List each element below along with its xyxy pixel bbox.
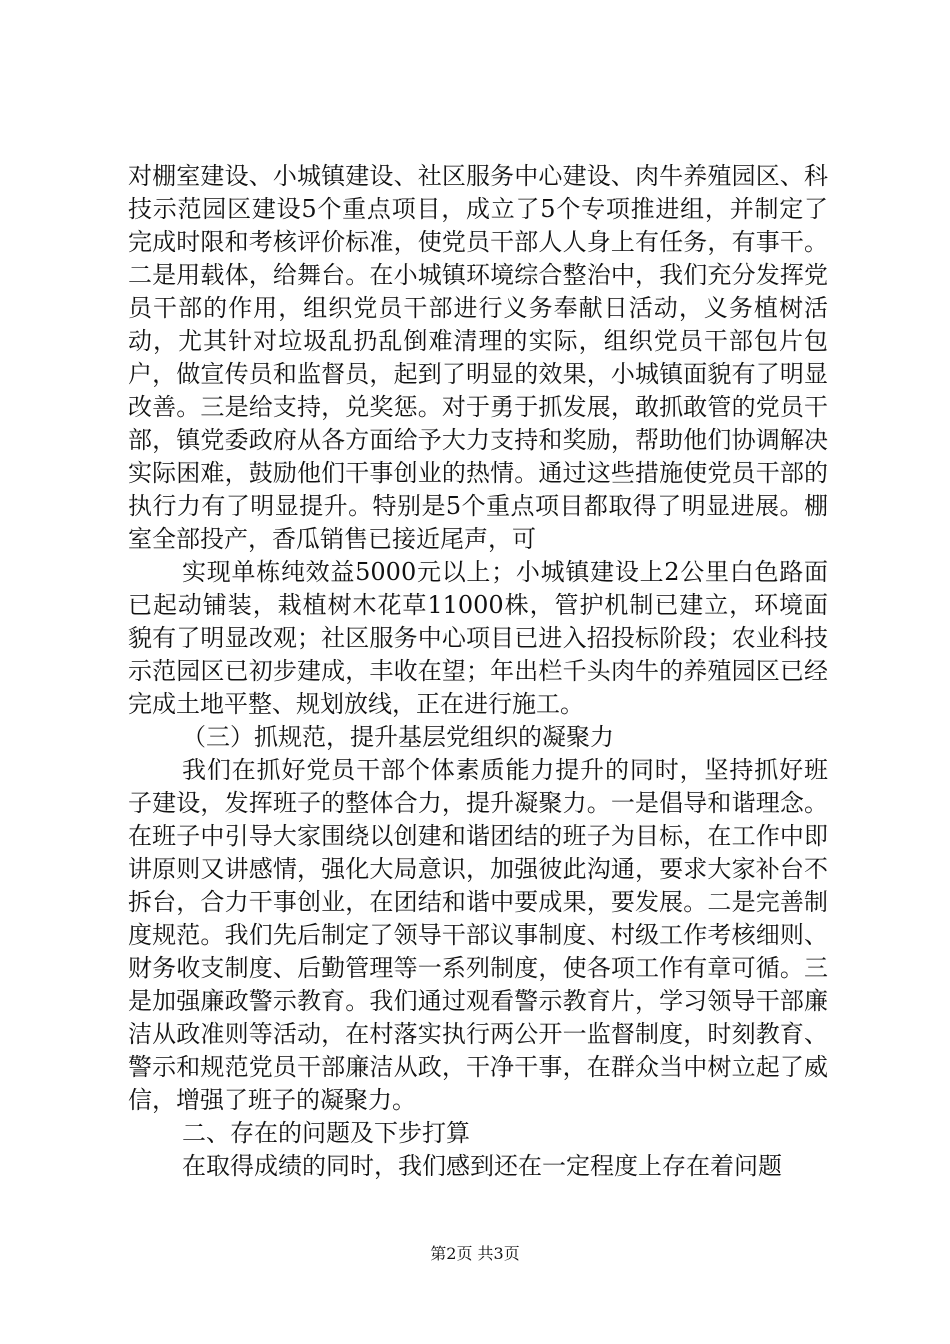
paragraph-problems-intro: 在取得成绩的同时，我们感到还在一定程度上存在着问题: [182, 1152, 782, 1180]
section-heading-problems: 二、存在的问题及下步打算: [182, 1119, 470, 1147]
section-heading-standards: （三）抓规范，提升基层党组织的凝聚力: [182, 723, 614, 751]
paragraph-team-building: 我们在抓好党员干部个体素质能力提升的同时，坚持抓好班子建设，发挥班子的整体合力，提升凝聚力。一是倡导和谐理念。在班子中引导大家围绕以创建和谐团结的班子为目标，在工作中即讲原则又讲感情，强化大局意识，加强彼此沟通，要求大家补台不拆台，合力干事创业，在团结和谐中要成果，要发展。二是完善制度规范。我们先后制定了领导干部议事制度、村级工作考核细则、财务收支制度、后勤管理等一系列制度，使各项工作有章可循。三是加强廉政警示教育。我们通过观看警示教育片，学习领导干部廉洁从政准则等活动，在村落实执行两公开一监督制度，时刻教育、警示和规范党员干部廉洁从政，干净干事，在群众当中树立起了威信，增强了班子的凝聚力。: [128, 756, 828, 1114]
document-body: [128, 160, 828, 1183]
paragraph-project-measures: 对棚室建设、小城镇建设、社区服务中心建设、肉牛养殖园区、科技示范园区建设5个重点项目，成立了5个专项推进组，并制定了完成时限和考核评价标准，使党员干部人人身上有任务，有事干。二是用载体，给舞台。在小城镇环境综合整治中，我们充分发挥党员干部的作用，组织党员干部进行义务奉献日活动，义务植树活动，尤其针对垃圾乱扔乱倒难清理的实际，组织党员干部包片包户，做宣传员和监督员，起到了明显的效果，小城镇面貌有了明显改善。三是给支持，兑奖惩。对于勇于抓发展，敢抓敢管的党员干部，镇党委政府从各方面给予大力支持和奖励，帮助他们协调解决实际困难，鼓励他们干事创业的热情。通过这些措施使党员干部的执行力有了明显提升。特别是5个重点项目都取得了明显进展。棚室全部投产，香瓜销售已接近尾声，可: [128, 162, 828, 553]
paragraph-project-results: 实现单栋纯效益5000元以上；小城镇建设上2公里白色路面已起动铺装，栽植树木花草11000株，管护机制已建立，环境面貌有了明显改观；社区服务中心项目已进入招投标阶段；农业科技示范园区已初步建成，丰收在望；年出栏千头肉牛的养殖园区已经完成土地平整、规划放线，正在进行施工。: [128, 558, 828, 718]
page-number-footer: 第2页 共3页: [430, 1244, 520, 1263]
